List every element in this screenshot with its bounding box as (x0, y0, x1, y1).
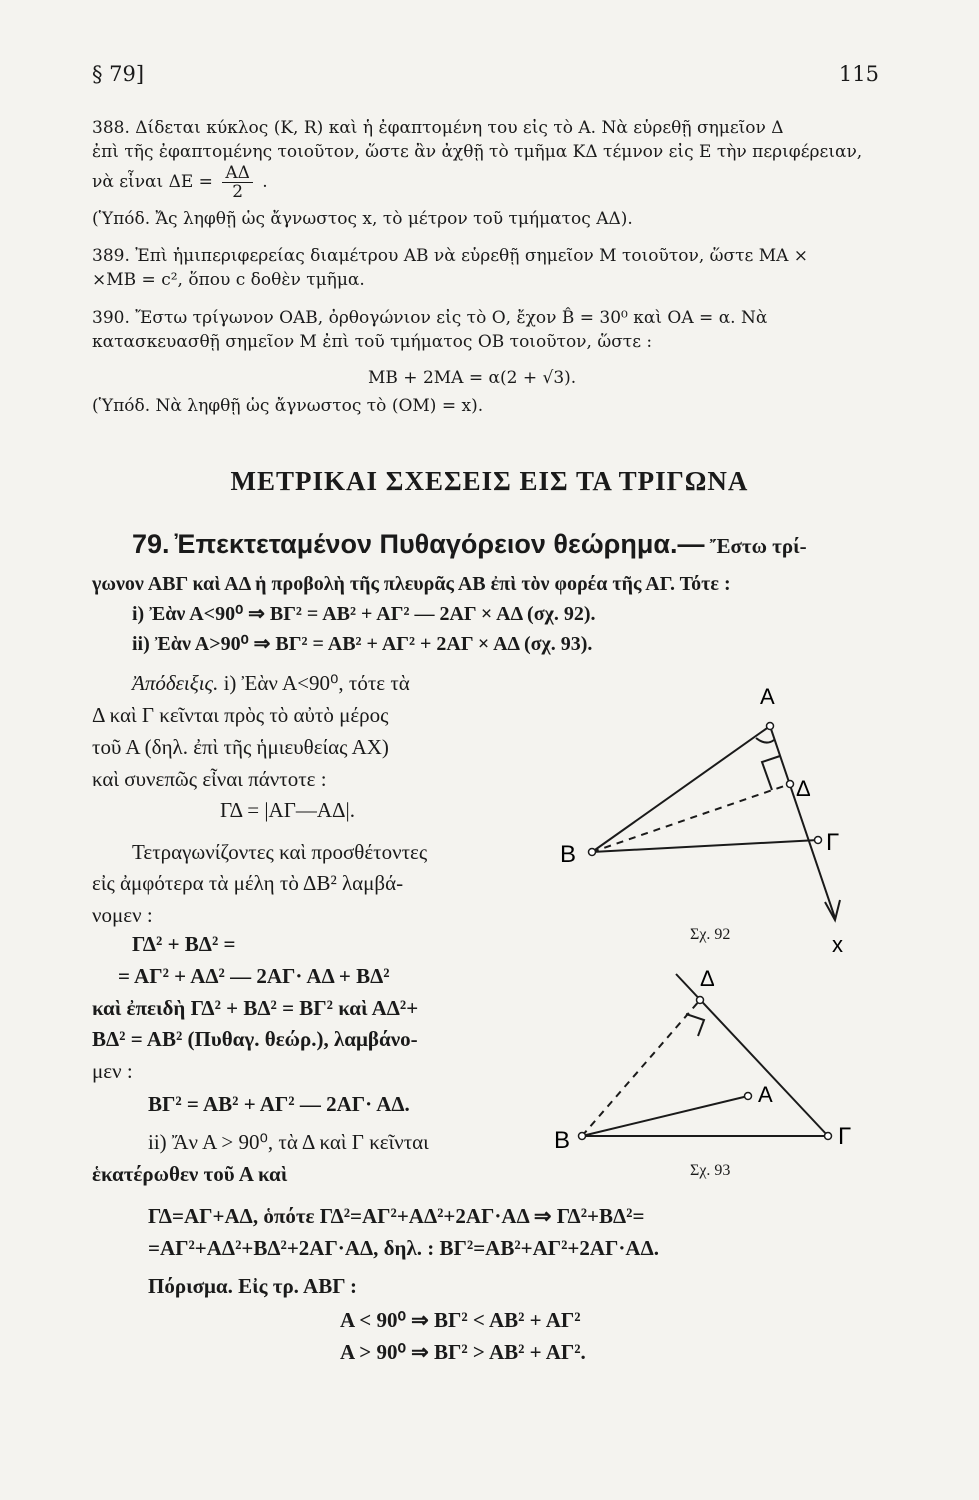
proof-p10: μεν : (92, 1059, 133, 1083)
point-d (697, 997, 704, 1004)
point-g (815, 837, 822, 844)
exercise-388-line3-post: . (262, 172, 268, 192)
label-b: B (554, 1127, 571, 1154)
proof-eq3: = ΑΓ² + ΑΔ² — 2ΑΓ· ΑΔ + ΒΔ² (118, 964, 390, 988)
figure-93 (540, 960, 880, 1160)
exercise-390-line2: κατασκευασθῇ σημεῖον Μ ἐπὶ τοῦ τμήματος ΟΒ τοιοῦτον, ὥστε : (92, 332, 653, 352)
point-b (579, 1133, 586, 1140)
point-d (787, 781, 794, 788)
running-header-section: § 79] (92, 62, 145, 86)
proof-p7: νομεν : (92, 903, 153, 927)
label-d: Δ (700, 966, 715, 991)
corollary-line1: Α < 90⁰ ⇒ ΒΓ² < ΑΒ² + ΑΓ² (340, 1308, 581, 1332)
figure-92-caption: Σχ. 92 (690, 926, 731, 943)
proof-p3: τοῦ Α (δηλ. ἐπὶ τῆς ἡμιευθείας ΑΧ) (92, 735, 389, 759)
exercise-388-line1: 388. Δίδεται κύκλος (Κ, R) καὶ ἡ ἐφαπτομένη του εἰς τὸ Α. Νὰ εὑρεθῇ σημεῖον Δ (92, 118, 784, 138)
label-g: Γ (826, 829, 840, 856)
theorem-title: Ἐπεκτεταμένον Πυθαγόρειον θεώρημα.— (174, 529, 705, 559)
theorem-heading (132, 528, 807, 562)
theorem-line1-tail: Ἔστω τρί- (709, 534, 807, 558)
theorem-line2: γωνον ΑΒΓ καὶ ΑΔ ἡ προβολὴ τῆς πλευρᾶς ΑΒ ἐπὶ τὸν φορέα τῆς ΑΓ. Τότε : (92, 573, 731, 595)
page-number: 115 (838, 62, 879, 86)
segment-bd-dashed (582, 1000, 700, 1136)
label-g: Γ (838, 1123, 852, 1150)
fraction-denominator: 2 (232, 182, 244, 202)
right-angle-mark (762, 756, 780, 790)
exercise-388-line3-pre: νὰ εἶναι ΔΕ = (92, 172, 213, 192)
segment-ba (582, 1096, 748, 1136)
line-ax (770, 726, 835, 918)
point-a (745, 1093, 752, 1100)
label-x: x (832, 932, 843, 957)
proof-p4: καὶ συνεπῶς εἶναι πάντοτε : (92, 767, 327, 791)
proof-p11: ii) Ἄν Α > 90⁰, τὰ Δ καὶ Γ κεῖνται (148, 1130, 429, 1154)
proof-line1 (132, 667, 410, 699)
proof-eq1: ΓΔ = |ΑΓ—ΑΔ|. (220, 798, 355, 822)
theorem-case2: ii) Ἐὰν Α>90⁰ ⇒ ΒΓ² = ΑΒ² + ΑΓ² + 2ΑΓ × ΑΔ (σχ. 93). (132, 633, 593, 655)
proof-p2: Δ καὶ Γ κεῖνται πρὸς τὸ αὐτὸ μέρος (92, 703, 389, 727)
exercise-389-line1: 389. Ἐπὶ ἡμιπεριφερείας διαμέτρου ΑΒ νὰ εὑρεθῇ σημεῖον Μ τοιοῦτον, ὥστε ΜΑ × (92, 246, 809, 266)
corollary-text: Εἰς τρ. ΑΒΓ : (238, 1274, 358, 1298)
proof-p5: Τετραγωνίζοντες καὶ προσθέτοντες (132, 840, 428, 864)
proof-p9: ΒΔ² = ΑΒ² (Πυθαγ. θεώρ.), λαμβάνο- (92, 1027, 418, 1051)
fraction (222, 164, 253, 201)
point-g (825, 1133, 832, 1140)
corollary-label: Πόρισμα. (148, 1274, 233, 1298)
figure-93-caption: Σχ. 93 (690, 1162, 731, 1179)
figure-92 (540, 680, 880, 960)
point-b (589, 849, 596, 856)
exercise-389-line2: ×ΜΒ = c², ὅπου c δοθὲν τμῆμα. (92, 270, 365, 290)
theorem-case1: i) Ἐὰν Α<90⁰ ⇒ ΒΓ² = ΑΒ² + ΑΓ² — 2ΑΓ × ΑΔ (σχ. 92). (132, 603, 596, 625)
proof-p6: εἰς ἀμφότερα τὰ μέλη τὸ ΔΒ² λαμβά- (92, 871, 404, 895)
point-a (767, 723, 774, 730)
proof-p1: i) Ἐὰν Α<90⁰, τότε τὰ (223, 671, 410, 695)
exercise-388-line2: ἐπὶ τῆς ἐφαπτομένης τοιοῦτον, ὥστε ἂν ἀχθῇ τὸ τμῆμα ΚΔ τέμνον εἰς Ε τὴν περιφέρειαν, (92, 142, 863, 162)
label-a: A (760, 684, 775, 709)
label-b: B (560, 841, 577, 868)
proof-eq2: ΓΔ² + ΒΔ² = (132, 932, 236, 956)
segment-bg (592, 840, 818, 852)
angle-arc (756, 738, 774, 743)
proof-eq4: ΒΓ² = ΑΒ² + ΑΓ² — 2ΑΓ· ΑΔ. (148, 1092, 410, 1116)
corollary-line2: Α > 90⁰ ⇒ ΒΓ² > ΑΒ² + ΑΓ². (340, 1340, 586, 1364)
corollary-heading (148, 1270, 357, 1302)
label-d: Δ (796, 776, 811, 801)
proof-eq6: =ΑΓ²+ΑΔ²+ΒΔ²+2ΑΓ·ΑΔ, δηλ. : ΒΓ²=ΑΒ²+ΑΓ²+2ΑΓ·ΑΔ. (148, 1236, 659, 1260)
segment-bd-dashed (592, 784, 790, 852)
proof-p8: καὶ ἐπειδὴ ΓΔ² + ΒΔ² = ΒΓ² καὶ ΑΔ²+ (92, 996, 419, 1020)
fraction-numerator: ΑΔ (222, 164, 253, 183)
exercise-390-formula: ΜΒ + 2ΜΑ = α(2 + √3). (368, 368, 577, 388)
chapter-title: ΜΕΤΡΙΚΑΙ ΣΧΕΣΕΙΣ ΕΙΣ ΤΑ ΤΡΙΓΩΝΑ (230, 466, 749, 496)
exercise-390-hint: (Ὑπόδ. Νὰ ληφθῇ ὡς ἄγνωστος τὸ (ΟΜ) = x). (92, 396, 484, 416)
exercise-390-line1: 390. Ἔστω τρίγωνον ΟΑΒ, ὀρθογώνιον εἰς τὸ Ο, ἔχον B̂ = 30⁰ καὶ ΟΑ = α. Νὰ (92, 308, 768, 328)
proof-label: Ἀπόδειξις. (132, 671, 219, 695)
proof-eq5: ΓΔ=ΑΓ+ΑΔ, ὁπότε ΓΔ²=ΑΓ²+ΑΔ²+2ΑΓ·ΑΔ ⇒ ΓΔ²+ΒΔ²= (148, 1204, 645, 1228)
label-a: A (758, 1082, 773, 1107)
exercise-388-line3 (92, 164, 892, 201)
proof-p12: ἑκατέρωθεν τοῦ Α καὶ (92, 1162, 288, 1186)
right-angle-mark (686, 1014, 704, 1036)
exercise-388-hint: (Ὑπόδ. Ἄς ληφθῇ ὡς ἄγνωστος x, τὸ μέτρον τοῦ τμήματος ΑΔ). (92, 209, 633, 229)
segment-ba (592, 726, 770, 852)
theorem-number: 79. (132, 529, 170, 559)
